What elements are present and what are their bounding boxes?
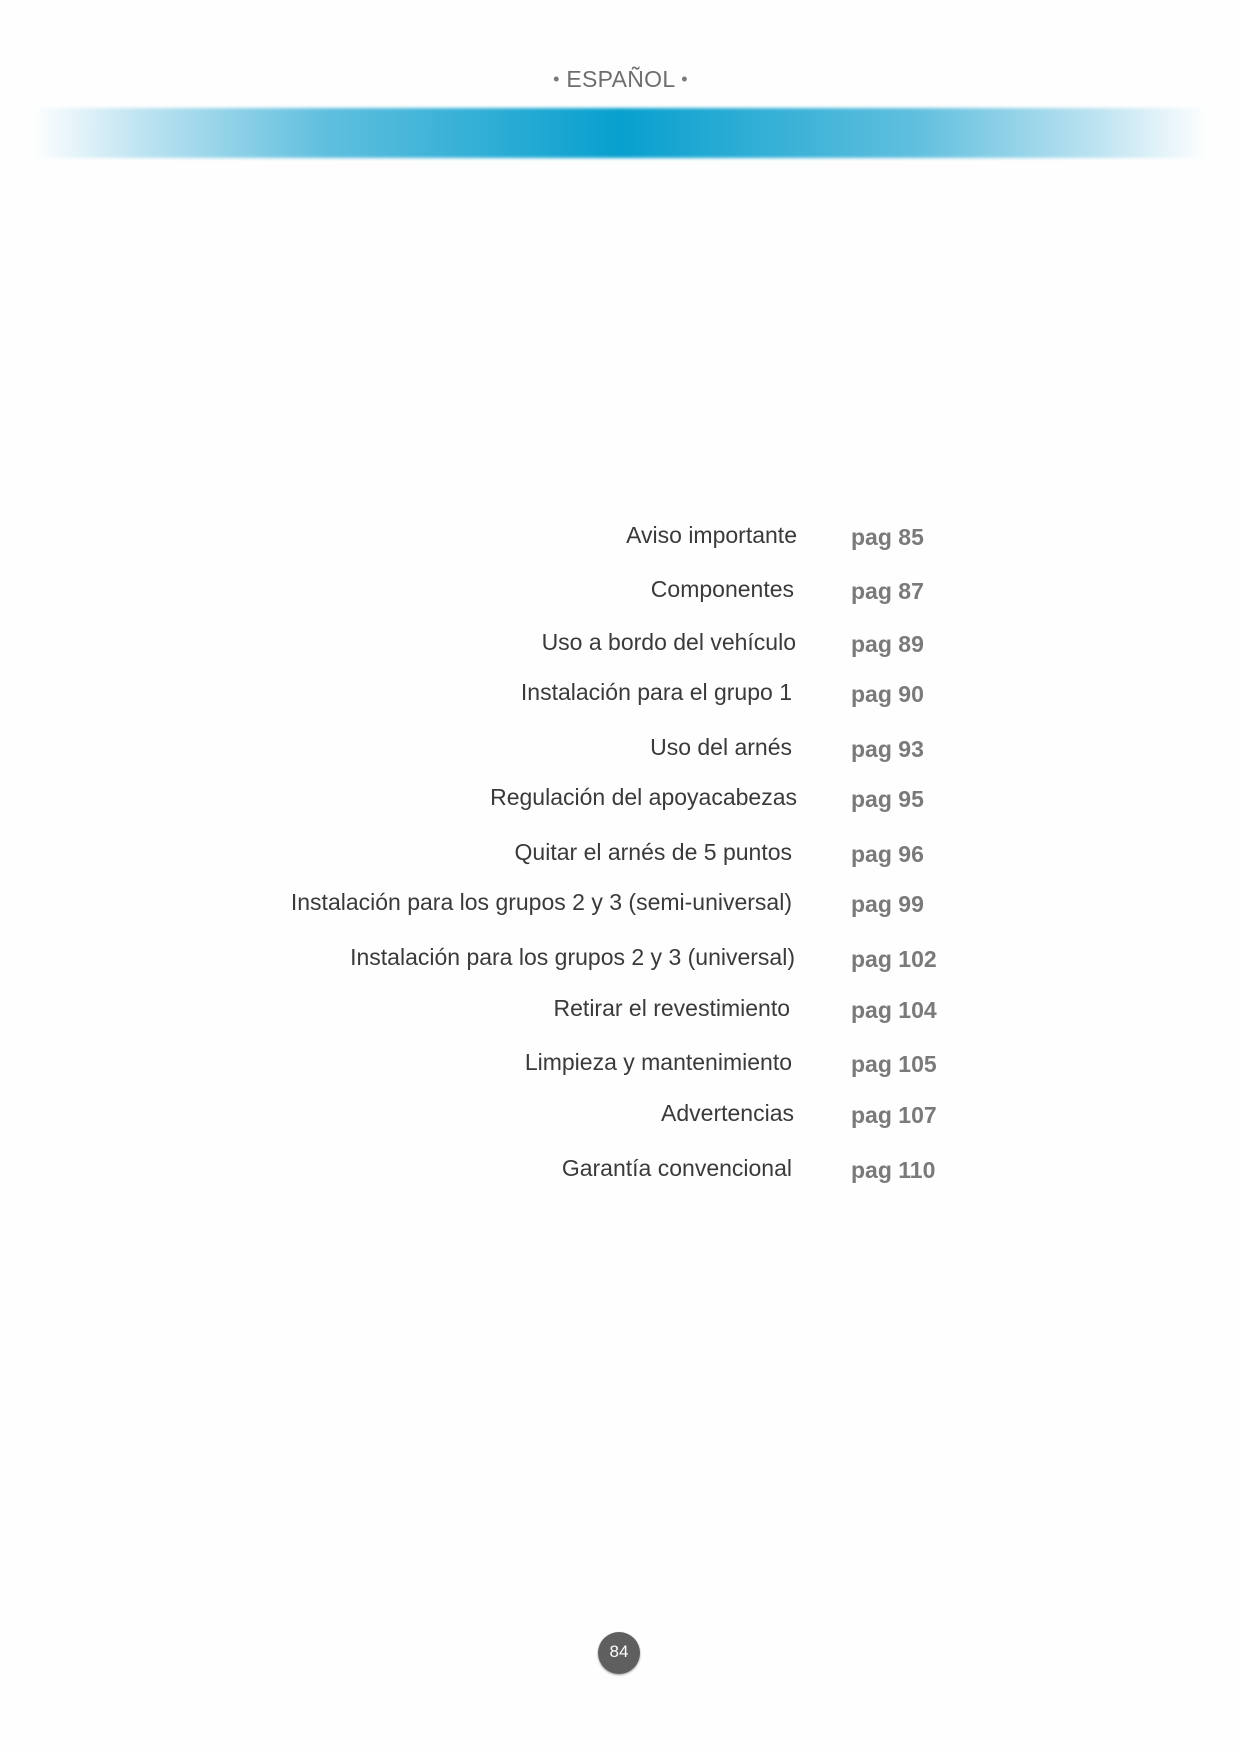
toc-entry-title: Regulación del apoyacabezas [490,784,797,810]
toc-entry[interactable] [0,889,1241,923]
toc-entry-page: pag 96 [851,841,924,867]
toc-entry-page: pag 107 [851,1102,937,1128]
toc-entry-title: Quitar el arnés de 5 puntos [514,839,792,865]
bullet-left: • [553,69,560,89]
toc-entry-page: pag 85 [851,524,924,550]
toc-entry[interactable] [0,522,1241,556]
toc-entry[interactable] [0,734,1241,768]
page-number-badge: 84 [598,1632,640,1674]
toc-entry[interactable] [0,576,1241,610]
toc-entry-page: pag 99 [851,891,924,917]
toc-entry-title: Componentes [650,576,794,602]
toc-entry-page: pag 93 [851,736,924,762]
toc-entry-title: Instalación para el grupo 1 [520,679,792,705]
toc-entry[interactable] [0,1100,1241,1134]
bullet-right: • [681,69,688,89]
toc-entry-page: pag 104 [851,997,937,1023]
toc-entry-page: pag 90 [851,681,924,707]
toc-entry-title: Aviso importante [626,522,797,548]
toc-entry-title: Instalación para los grupos 2 y 3 (semi-universal) [290,889,792,915]
toc-entry[interactable] [0,944,1241,978]
toc-entry-title: Limpieza y mantenimiento [524,1049,792,1075]
toc-entry-page: pag 105 [851,1051,937,1077]
toc-entry-title: Garantía convencional [561,1155,792,1181]
toc-entry[interactable] [0,679,1241,713]
toc-entry[interactable] [0,629,1241,663]
toc-entry[interactable] [0,1049,1241,1083]
language-label: ESPAÑOL [566,66,675,92]
toc-entry-title: Uso del arnés [650,734,792,760]
toc-entry-page: pag 102 [851,946,937,972]
toc-entry[interactable] [0,839,1241,873]
toc-entry-page: pag 89 [851,631,924,657]
toc-entry-page: pag 110 [851,1157,936,1183]
toc-entry-title: Uso a bordo del vehículo [541,629,796,655]
toc-entry[interactable] [0,1155,1241,1189]
toc-entry-title: Instalación para los grupos 2 y 3 (universal) [350,944,795,970]
toc-entry-title: Advertencias [661,1100,794,1126]
toc-entry[interactable] [0,784,1241,818]
toc-entry-page: pag 87 [851,578,924,604]
toc-entry-title: Retirar el revestimiento [553,995,790,1021]
toc-entry[interactable] [0,995,1241,1029]
toc-entry-page: pag 95 [851,786,924,812]
